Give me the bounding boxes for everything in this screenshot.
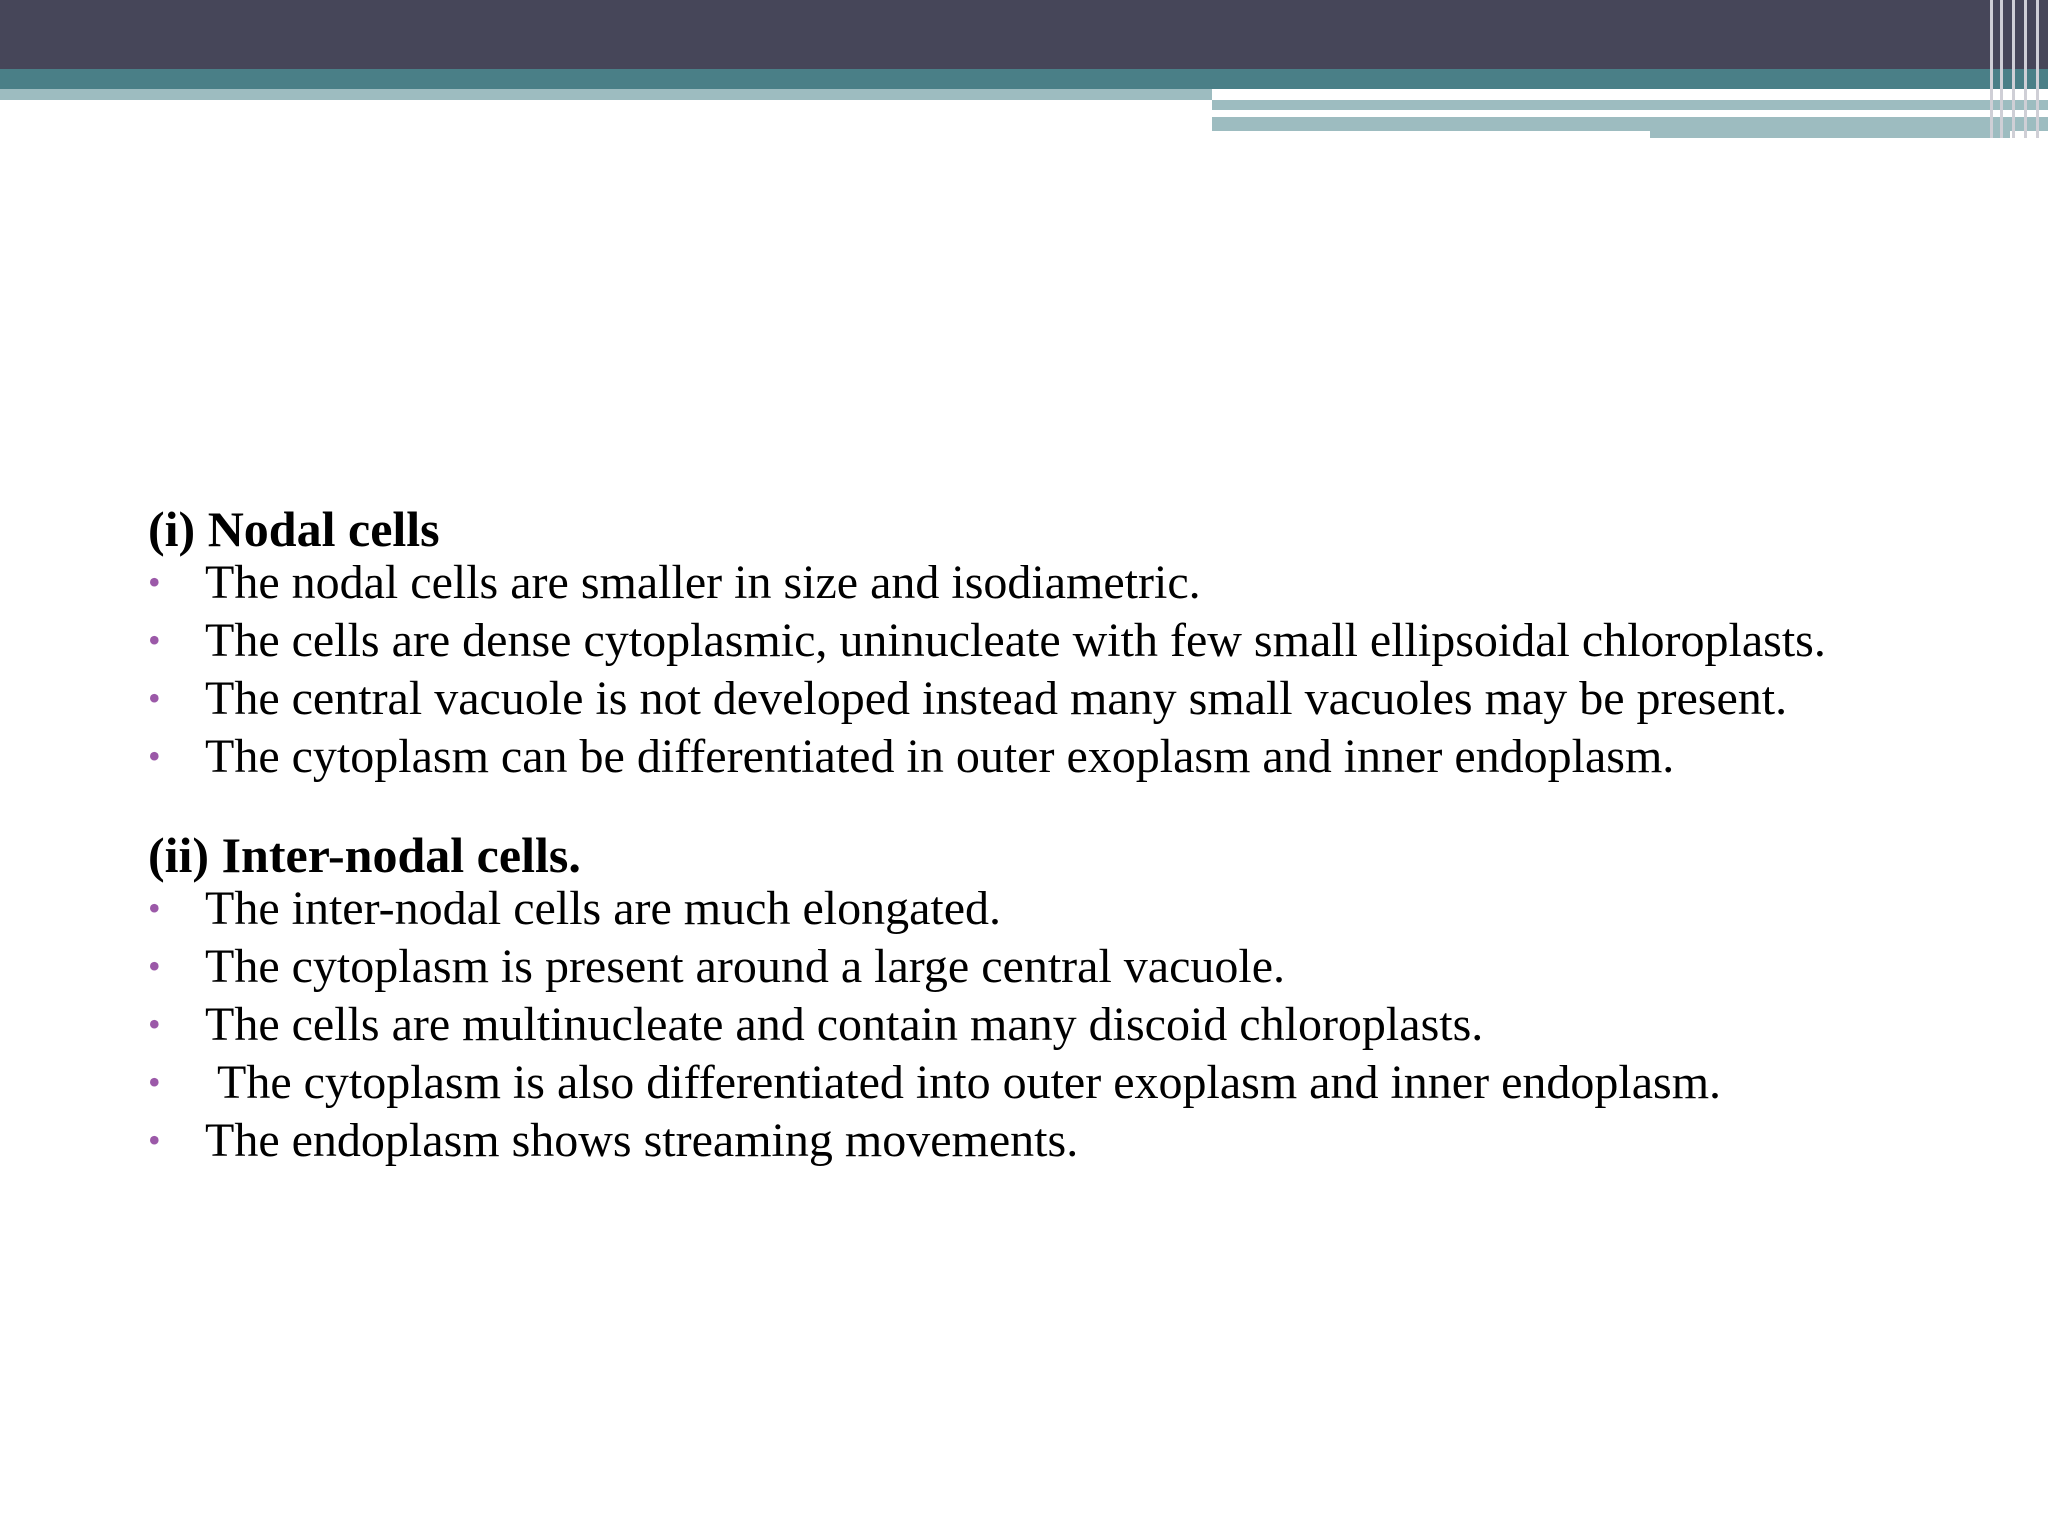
list-item: • The endoplasm shows streaming movements. xyxy=(148,1114,1079,1167)
bullet-icon: • xyxy=(148,562,161,602)
list-item: • The inter-nodal cells are much elongated. xyxy=(148,882,1002,935)
bullet-icon: • xyxy=(148,946,161,986)
bullet-list-inter-nodal-cells xyxy=(148,884,1968,1165)
header-band-light-right xyxy=(1212,100,2048,110)
list-item: • The cytoplasm can be differentiated in outer exoplasm and inner endoplasm. xyxy=(148,730,1675,783)
list-item: • The cytoplasm is also differentiated into outer exoplasm and inner endoplasm. xyxy=(148,1056,1722,1109)
bullet-icon: • xyxy=(148,736,161,776)
list-item: • The cells are dense cytoplasmic, uninucleate with few small ellipsoidal chloroplasts. xyxy=(148,614,1826,667)
header-band-light-left xyxy=(0,89,1212,100)
list-item: • The cytoplasm is present around a large central vacuole. xyxy=(148,940,1286,993)
header-band-light-right-lower xyxy=(1212,117,2048,131)
list-item: • The central vacuole is not developed instead many small vacuoles may be present. xyxy=(148,672,1788,725)
slide-content xyxy=(148,500,1968,1174)
bullet-icon: • xyxy=(148,678,161,718)
bullet-icon: • xyxy=(148,620,161,660)
header-gap xyxy=(1212,138,1650,142)
bullet-icon: • xyxy=(148,1062,161,1102)
list-item: • The cells are multinucleate and contain many discoid chloroplasts. xyxy=(148,998,1484,1051)
header-white-line xyxy=(1212,110,1896,117)
section-heading-inter-nodal-cells: (ii) Inter-nodal cells. xyxy=(148,827,581,883)
header-band-light-right-tail xyxy=(1650,131,2010,138)
bullet-icon: • xyxy=(148,1004,161,1044)
bullet-icon: • xyxy=(148,1120,161,1160)
section-heading-nodal-cells: (i) Nodal cells xyxy=(148,501,440,557)
bullet-list-nodal-cells xyxy=(148,558,1968,781)
header-band-teal xyxy=(0,69,2048,89)
bullet-icon: • xyxy=(148,888,161,928)
list-item: • The nodal cells are smaller in size and isodiametric. xyxy=(148,556,1201,609)
header-band-dark xyxy=(0,0,2048,69)
